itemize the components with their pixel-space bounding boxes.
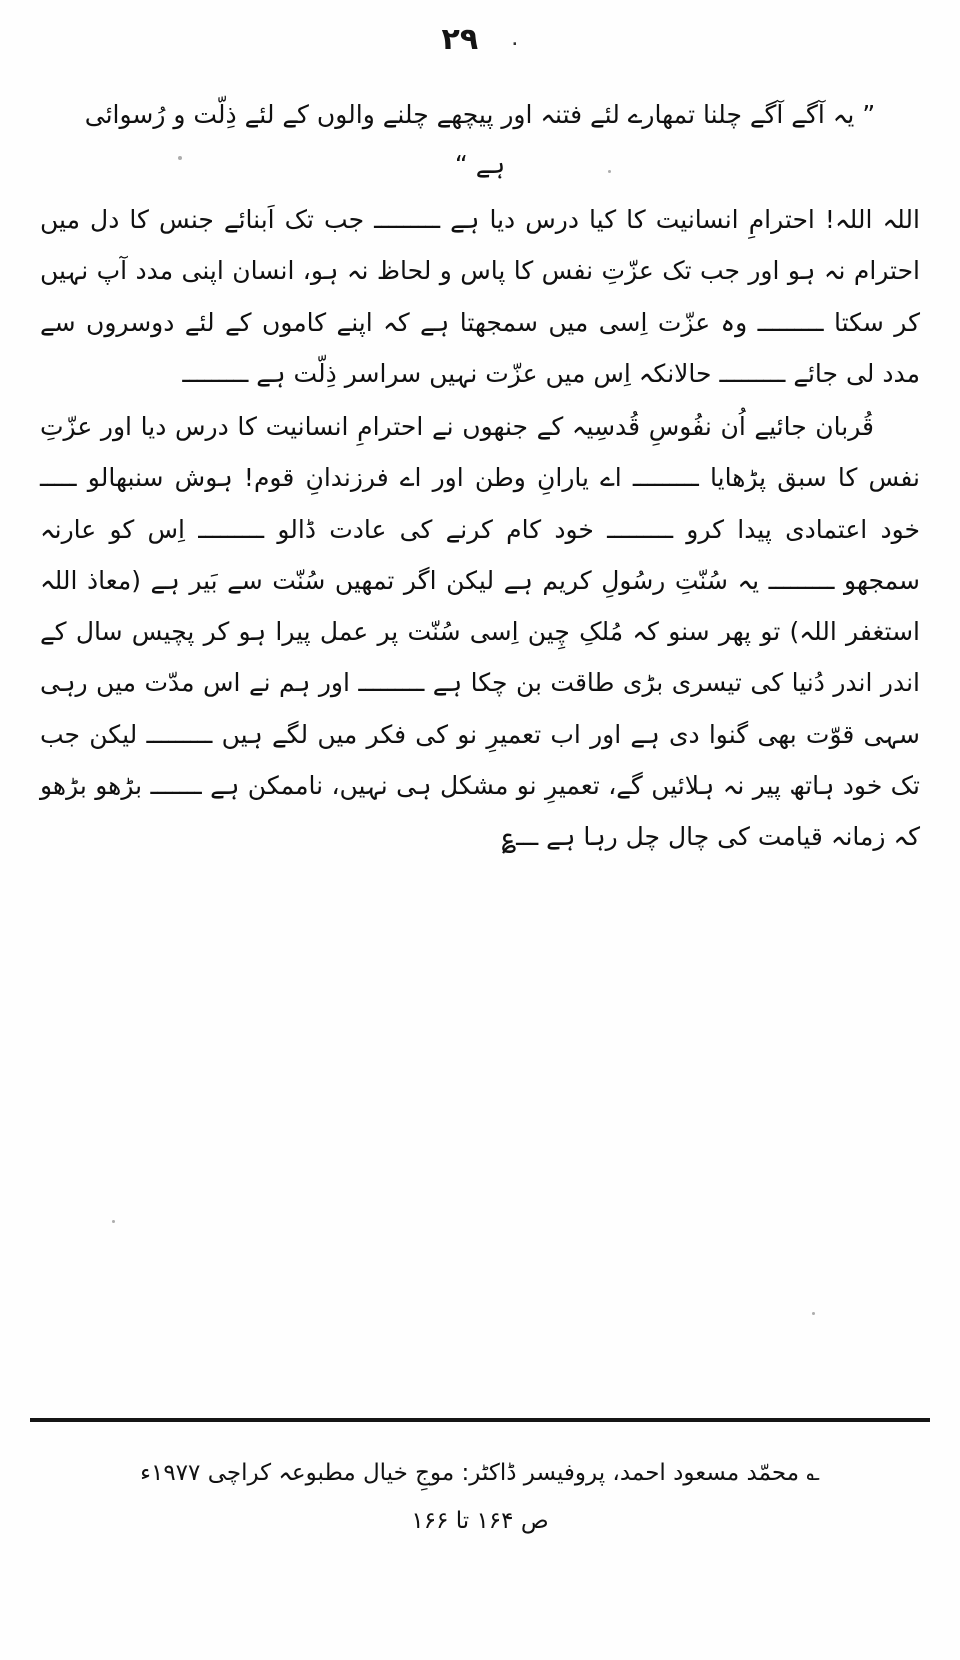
body-text <box>40 90 920 864</box>
paper-speck <box>112 1220 115 1223</box>
paragraph-2: قُربان جائیے اُن نفُوسِ قُدسِیہ کے جنھوں نے احترامِ انسانیت کا درس دیا اور عزّتِ نفس کا سبق پڑھایا ـــــــــ اے یارانِ وطن اور اے فرزندانِ قوم! ہوش سنبھالو ـــــ خود اعتمادی پیدا کرو ـــــــــ خود کام کرنے کی عادت ڈالو ـــــــــ اِس کو عارنہ سمجھو ـــــــــ یہ سُنّتِ رسُولِ کریم ہے لیکن اگر تمھیں سُنّت سے بَیر ہے (معاذ اللہ استغفر اللہ) تو پھر سنو کہ مُلکِ چِین اِسی سُنّت پر عمل پیرا ہو کر پچیس سال کے اندر اندر دُنیا کی تیسری بڑی طاقت بن چکا ہے ـــــــــ اور ہم نے اس مدّت میں رہی سہی قوّت بھی گنوا دی ہے اور اب تعمیرِ نو کی فکر میں لگے ہیں ـــــــــ لیکن جب تک خود ہاتھ پیر نہ ہلائیں گے، تعمیرِ نو مشکل ہی نہیں، ناممکن ہے ـــــــ بڑھو بڑھو کہ زمانہ قیامت کی چال چل رہا ہے ـــ؏ <box>40 412 920 851</box>
paper-speck <box>608 170 611 173</box>
page-number <box>0 22 960 57</box>
paper-speck <box>812 1312 815 1315</box>
pull-quote <box>40 90 920 190</box>
footer-divider <box>30 1418 930 1422</box>
page-number-trailing-mark: . <box>512 32 519 49</box>
quote-text: ” یہ آگے آگے چلنا تمھارے لئے فتنہ اور پیچھے چلنے والوں کے لئے ذِلّت و رُسوائی ہے “ <box>84 100 876 179</box>
footer-line-1: ؎ محمّد مسعود احمد، پروفیسر ڈاکٹر: موجِ خیال مطبوعہ کراچی ۱۹۷۷ء <box>140 1460 820 1486</box>
footer-line-2: ص ۱۶۴ تا ۱۶۶ <box>411 1507 549 1534</box>
paper-speck <box>178 156 182 160</box>
footer-citation <box>40 1452 920 1543</box>
page-number-value: ۲۹ <box>441 22 479 57</box>
paragraph-1: اللہ اللہ! احترامِ انسانیت کا کیا درس دیا ہے ـــــــــ جب تک اَبنائے جنس کا دل میں احترام نہ ہو اور جب تک عزّتِ نفس کا پاس و لحاظ نہ ہو، انسان اپنی مدد آپ نہیں کر سکتا ـــــــــ وہ عزّت اِسی میں سمجھتا ہے کہ اپنے کاموں کے لئے دوسروں سے مدد لی جائے ـــــــــ حالانکہ اِس میں عزّت نہیں سراسر ذِلّت ہے ـــــــــ <box>40 205 920 388</box>
